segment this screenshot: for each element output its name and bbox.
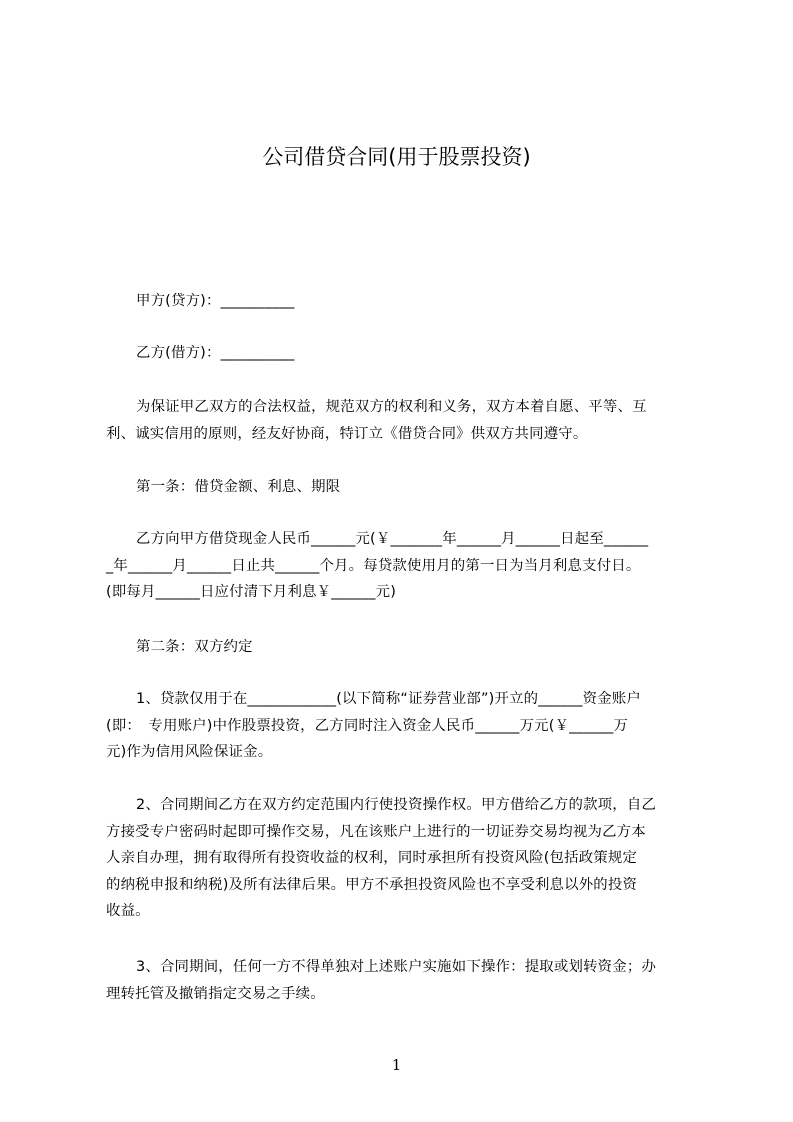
clause-1-line-1: 1、贷款仅用于在____________(以下简称“证券营业部”)开立的______资金账户 (136, 691, 641, 707)
document-title: 公司借贷合同(用于股票投资) (262, 145, 531, 169)
preamble-line-2: 利、诚实信用的原则，经友好协商，特订立《借贷合同》供双方共同遵守。 (106, 425, 588, 442)
article-2-heading (106, 634, 716, 661)
preamble-line-1: 为保证甲乙双方的合法权益，规范双方的权利和义务，双方本着自愿、平等、互 (136, 399, 647, 415)
party-a-text: 甲方(贷方)：__________ (136, 293, 295, 309)
article-1-line-2: _年______月______日止共______个月。每贷款使用月的第一日为当月利息支付日。 (106, 557, 641, 574)
article-1-heading (106, 474, 716, 501)
clause-3-line-2: 理转托管及撤销指定交易之手续。 (106, 985, 325, 1002)
clause-1-line-3: 元)作为信用风险保证金。 (106, 744, 273, 760)
clause-2-line-1: 2、合同期间乙方在双方约定范围内行使投资操作权。甲方借给乙方的款项，自乙 (136, 797, 657, 813)
clause-2-paragraph (106, 792, 716, 925)
clause-1-line-2: (即： 专用账户)中作股票投资，乙方同时注入资金人民币______万元(￥______万 (106, 717, 629, 734)
article-1-line-1: 乙方向甲方借贷现金人民币______元(￥_______年______月______日起至______ (136, 531, 649, 547)
party-a-line (106, 288, 716, 315)
party-b-line (106, 340, 716, 367)
article-1-line-3: (即每月______日应付清下月利息￥______元) (106, 584, 397, 600)
clause-2-line-5: 收益。 (106, 903, 150, 919)
clause-2-line-4: 的纳税申报和纳税)及所有法律后果。甲方不承担投资风险也不享受利息以外的投资 (106, 876, 638, 893)
clause-1-paragraph (106, 686, 716, 766)
party-b-text: 乙方(借方)：__________ (136, 345, 295, 361)
article-2-heading-text: 第二条：双方约定 (136, 639, 253, 655)
page-number: 1 (391, 1056, 402, 1074)
clause-2-line-2: 方接受专户密码时起即可操作交易，凡在该账户上进行的一切证券交易均视为乙方本 (106, 823, 646, 840)
clause-3-paragraph (106, 954, 716, 1007)
clause-2-line-3: 人亲自办理，拥有取得所有投资收益的权利，同时承担所有投资风险(包括政策规定 (106, 850, 638, 866)
article-1-paragraph (106, 526, 716, 606)
preamble-paragraph (106, 394, 716, 447)
article-1-heading-text: 第一条：借贷金额、利息、期限 (136, 479, 341, 495)
clause-3-line-1: 3、合同期间，任何一方不得单独对上述账户实施如下操作：提取或划转资金；办 (136, 959, 657, 975)
